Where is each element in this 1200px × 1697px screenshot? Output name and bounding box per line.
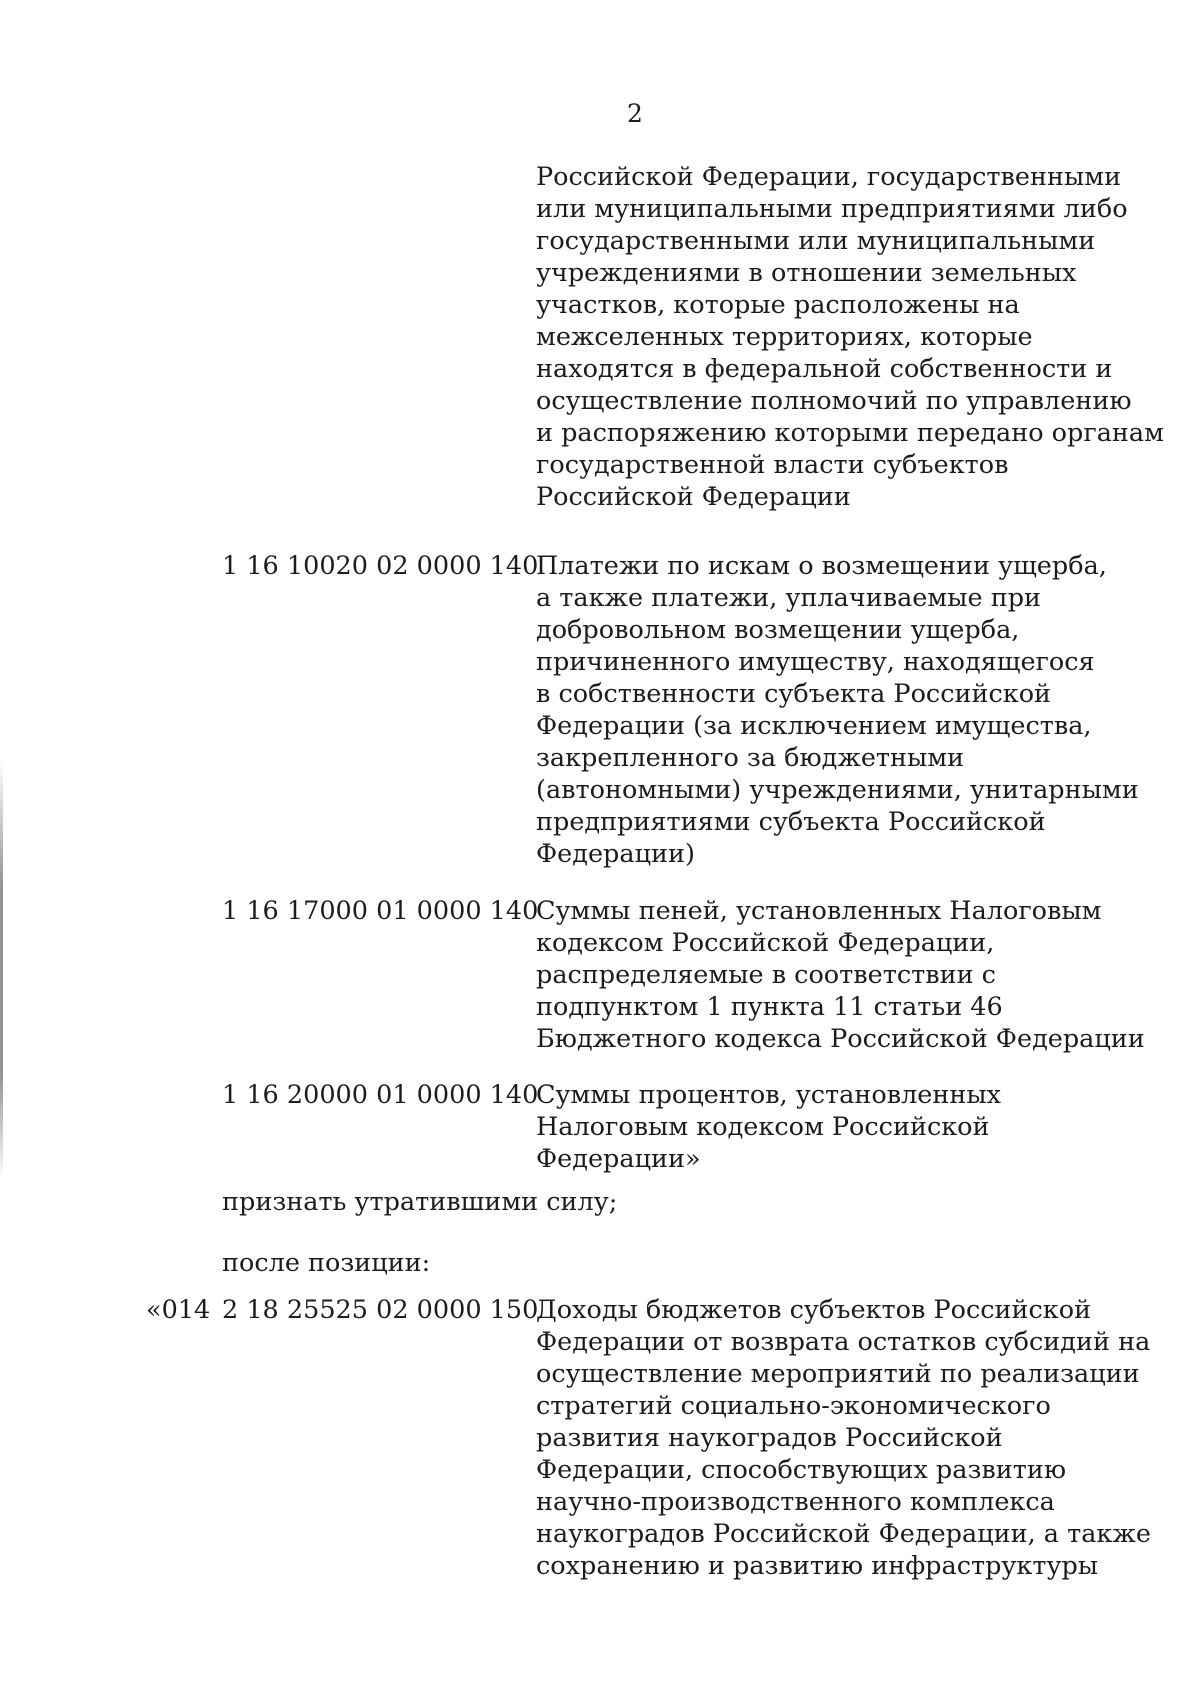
entry-description: [536, 1294, 1151, 1582]
description-line: Налоговым кодексом Российской: [536, 1112, 990, 1142]
description-line: Суммы процентов, установленных: [536, 1080, 1002, 1110]
description-line: Доходы бюджетов субъектов Российской: [536, 1295, 1092, 1325]
entry-description: [536, 1079, 1096, 1175]
entry-description: [536, 550, 1139, 870]
description-line: кодексом Российской Федерации,: [536, 928, 995, 958]
description-line: причиненного имуществу, находящегося: [536, 647, 1095, 677]
description-line: находятся в федеральной собственности и: [536, 354, 1113, 384]
description-line: или муниципальными предприятиями либо: [536, 194, 1128, 224]
description-line: Российской Федерации: [536, 482, 851, 512]
description-line: Российской Федерации, государственными: [536, 162, 1122, 192]
description-line: (автономными) учреждениями, унитарными: [536, 775, 1139, 805]
description-line: Бюджетного кодекса Российской Федерации: [536, 1024, 1145, 1054]
repeal-paragraph: признать утратившими силу;: [222, 1187, 618, 1217]
description-line: а также платежи, уплачиваемые при: [536, 583, 1042, 613]
description-line: Федерации, способствующих развитию: [536, 1455, 1067, 1485]
description-line: осуществление мероприятий по реализации: [536, 1359, 1140, 1389]
description-line: осуществление полномочий по управлению: [536, 386, 1132, 416]
entry-code: 1 16 17000 01 0000 140: [222, 896, 539, 926]
entry-code: 1 16 20000 01 0000 140: [222, 1080, 539, 1110]
page-number: 2: [627, 99, 643, 128]
description-line: межселенных территориях, которые: [536, 322, 1033, 352]
entry-code: 2 18 25525 02 0000 150: [222, 1295, 539, 1325]
continuation-description: [536, 161, 1164, 513]
description-line: в собственности субъекта Российской: [536, 679, 1052, 709]
after-position-paragraph: после позиции:: [222, 1248, 431, 1278]
description-line: предприятиями субъекта Российской: [536, 807, 1046, 837]
description-line: развития наукоградов Российской: [536, 1423, 1003, 1453]
description-line: распределяемые в соответствии с: [536, 960, 996, 990]
description-line: Федерации): [536, 839, 695, 869]
description-line: научно-производственного комплекса: [536, 1487, 1055, 1517]
description-line: учреждениями в отношении земельных: [536, 258, 1077, 288]
description-line: наукоградов Российской Федерации, а также: [536, 1519, 1151, 1549]
description-line: подпунктом 1 пункта 11 статьи 46: [536, 992, 1003, 1022]
description-line: государственными или муниципальными: [536, 226, 1096, 256]
description-line: и распоряжению которыми передано органам: [536, 418, 1164, 448]
description-line: Платежи по искам о возмещении ущерба,: [536, 551, 1107, 581]
description-line: Федерации от возврата остатков субсидий на: [536, 1327, 1151, 1357]
entry-code: 1 16 10020 02 0000 140: [222, 551, 539, 581]
description-line: стратегий социально-экономического: [536, 1391, 1051, 1421]
description-line: сохранению и развитию инфраструктуры: [536, 1551, 1099, 1581]
description-line: государственной власти субъектов: [536, 450, 1009, 480]
description-line: Федерации (за исключением имущества,: [536, 711, 1092, 741]
description-line: добровольном возмещении ущерба,: [536, 615, 1020, 645]
description-line: Федерации»: [536, 1144, 701, 1174]
description-line: Суммы пеней, установленных Налоговым: [536, 896, 1102, 926]
description-line: закрепленного за бюджетными: [536, 743, 965, 773]
entry-admin-code: «014: [146, 1295, 211, 1325]
scan-edge-shadow: [0, 760, 3, 1180]
description-line: участков, которые расположены на: [536, 290, 1020, 320]
entry-description: [536, 895, 1145, 1055]
